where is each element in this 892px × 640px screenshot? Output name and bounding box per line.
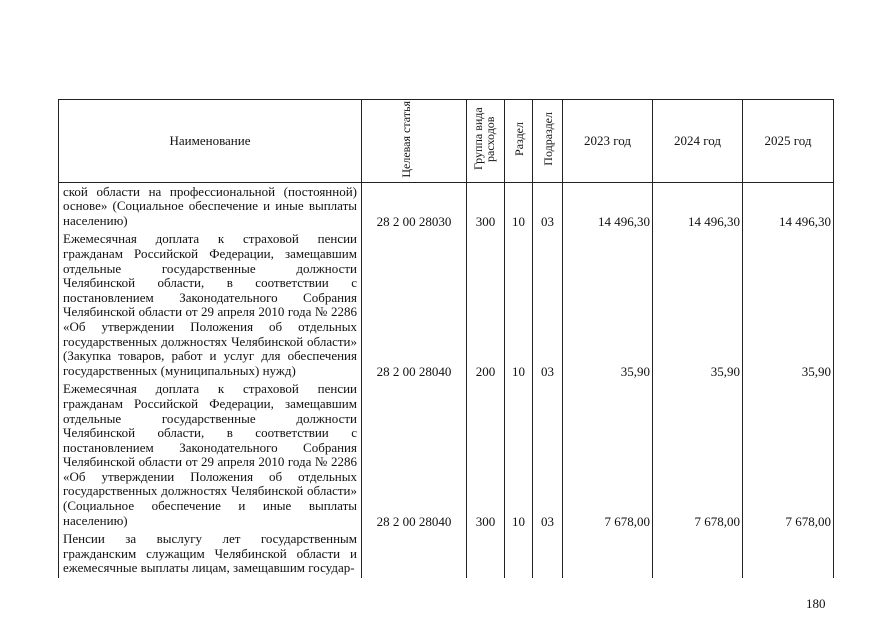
row-amount-2023: 7 678,00 [563, 380, 653, 530]
row-name: Ежемесячная доплата к страховой пенсии гражданам Российской Федерации, замещавшим отдельные государственные должности Челябинской области, в соответствии с постановлением Законодательного Собрания Челябинской области от 29 апреля 2010 года № 2286 «Об утверждении Положения об отдельных государственных должностях Челябинской области» (Закупка товаров, работ и услуг для обеспечения государственных (муниципальных) нужд) [59, 230, 362, 380]
header-expense-group [467, 100, 505, 183]
row-name: Ежемесячная доплата к страховой пенсии гражданам Российской Федерации, замещавшим отдельные государственные должности Челябинской области, в соответствии с постановлением Законодательного Собрания Челябинской области от 29 апреля 2010 года № 2286 «Об утверждении Положения об отдельных государственных должностях Челябинской области» (Социальное обеспечение и иные выплаты населению) [59, 380, 362, 530]
row-amount-2024: 7 678,00 [653, 380, 743, 530]
row-amount-2024: 14 496,30 [653, 182, 743, 230]
row-subsection: 03 [533, 380, 563, 530]
row-amount-2025: 7 678,00 [743, 380, 834, 530]
row-section: 10 [505, 380, 533, 530]
row-subsection: 03 [533, 230, 563, 380]
row-name: Пенсии за выслугу лет государственным гражданским служащим Челябинской области и ежемесячные выплаты лицам, замещавшим государ- [59, 530, 362, 578]
header-subsection-label: Подраздел [540, 112, 555, 166]
row-amount-2024: 35,90 [653, 230, 743, 380]
header-section [505, 100, 533, 183]
row-target-article: 28 2 00 28030 [362, 182, 467, 230]
row-expense-group: 300 [467, 182, 505, 230]
page-number: 180 [806, 596, 826, 611]
row-amount-2023: 14 496,30 [563, 182, 653, 230]
table-row [59, 380, 834, 530]
header-2023: 2023 год [563, 100, 653, 183]
row-expense-group: 300 [467, 380, 505, 530]
header-name: Наименование [59, 100, 362, 183]
table-row [59, 230, 834, 380]
row-name: ской области на профессиональной (постоянной) основе» (Социальное обеспечение и иные выплаты населению) [59, 182, 362, 230]
row-section [505, 530, 533, 578]
row-expense-group: 200 [467, 230, 505, 380]
header-target-article [362, 100, 467, 183]
row-section: 10 [505, 182, 533, 230]
header-section-label: Раздел [511, 122, 526, 156]
row-expense-group [467, 530, 505, 578]
row-target-article: 28 2 00 28040 [362, 380, 467, 530]
budget-table [58, 99, 834, 578]
row-amount-2023: 35,90 [563, 230, 653, 380]
table-row [59, 530, 834, 578]
row-target-article [362, 530, 467, 578]
row-target-article: 28 2 00 28040 [362, 230, 467, 380]
row-amount-2025: 14 496,30 [743, 182, 834, 230]
header-2024: 2024 год [653, 100, 743, 183]
header-row [59, 100, 834, 183]
row-amount-2023 [563, 530, 653, 578]
header-target-article-label: Целевая статья [399, 100, 413, 178]
row-amount-2025: 35,90 [743, 230, 834, 380]
header-subsection [533, 100, 563, 183]
header-2025: 2025 год [743, 100, 834, 183]
row-subsection [533, 530, 563, 578]
row-subsection: 03 [533, 182, 563, 230]
header-expense-group-label: Группа вида расходов [470, 107, 497, 171]
table-row [59, 182, 834, 230]
row-amount-2024 [653, 530, 743, 578]
row-amount-2025 [743, 530, 834, 578]
row-section: 10 [505, 230, 533, 380]
budget-table-container [58, 99, 833, 582]
